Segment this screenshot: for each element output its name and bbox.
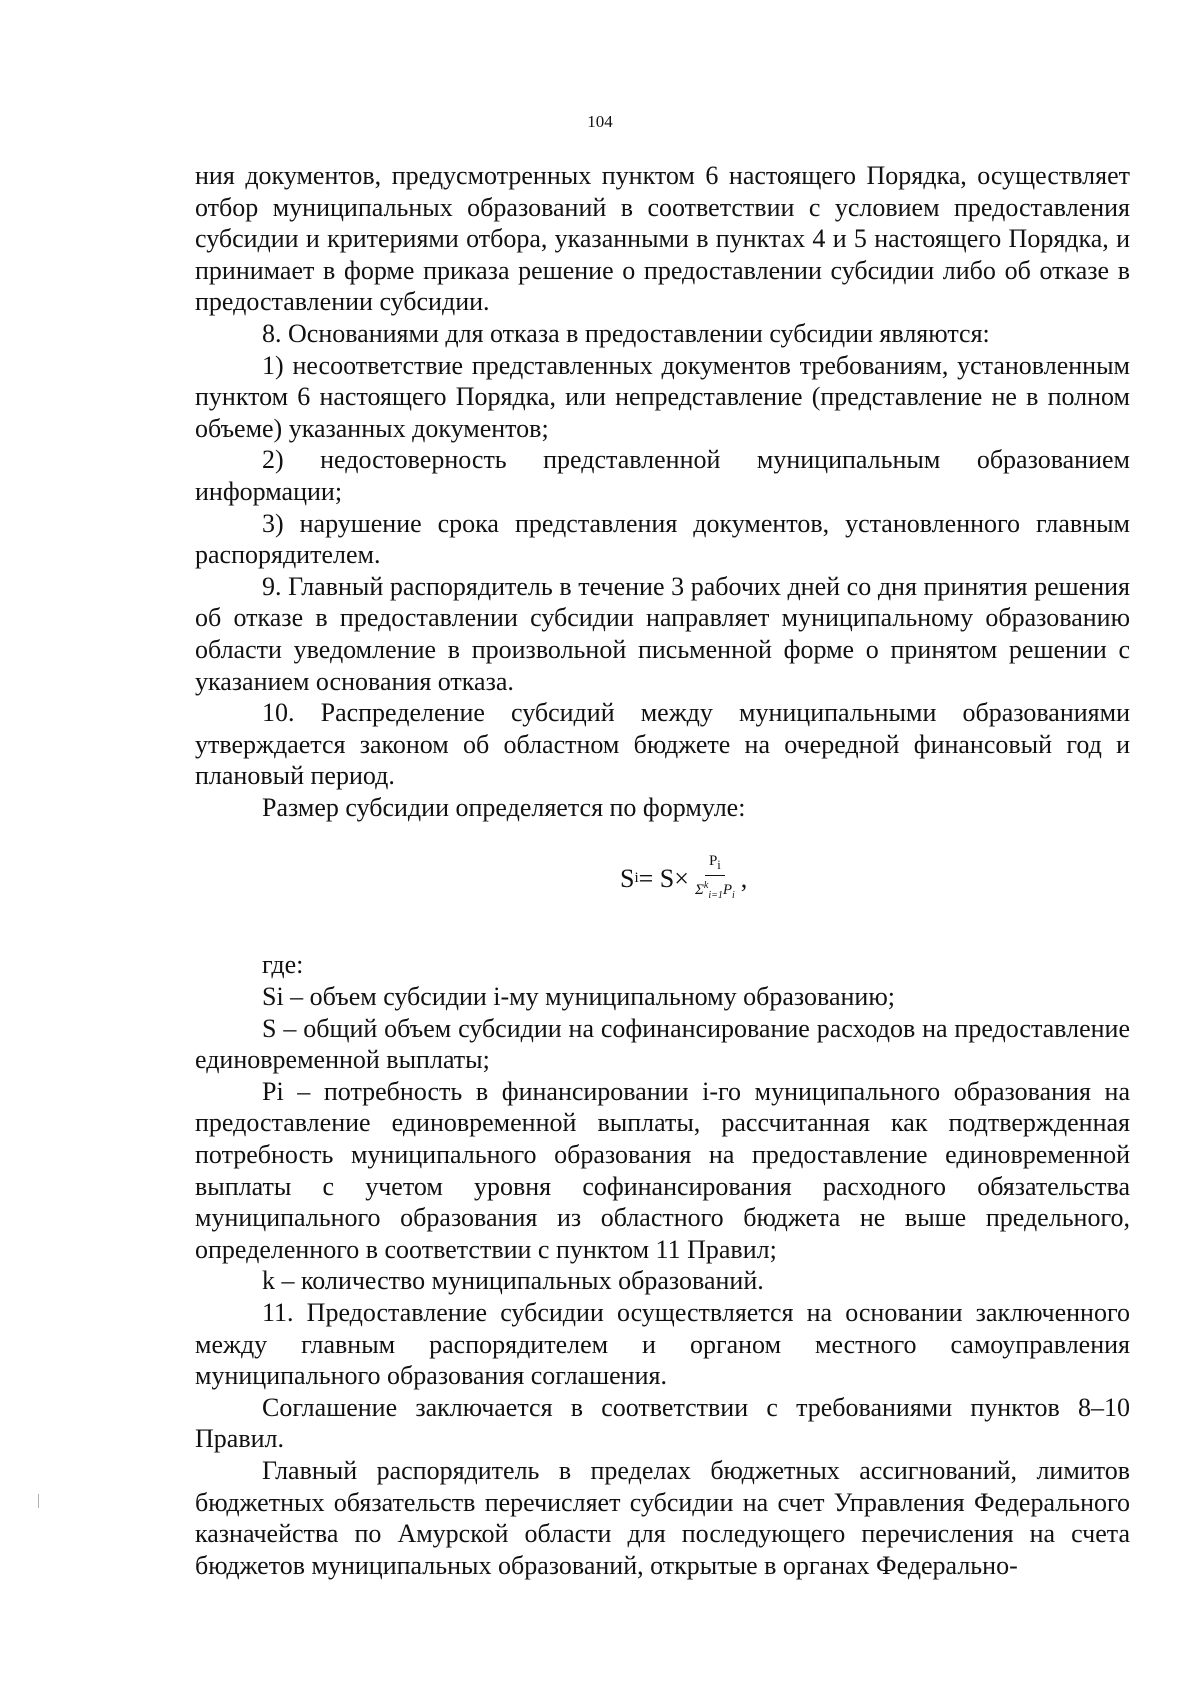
page-number: 104 <box>587 112 613 131</box>
formula-fraction <box>691 853 739 904</box>
formula-trailing-comma: , <box>740 864 748 894</box>
formula-lhs-subscript: i <box>634 870 639 887</box>
document-body <box>195 160 1130 1581</box>
paragraph: 3) нарушение срока представления документов, установленного главным распорядителем. <box>195 508 1130 570</box>
paragraph: Si – объем субсидии i-му муниципальному образованию; <box>262 982 895 1012</box>
paragraph: Pi – потребность в финансировании i-го муниципального образования на предоставление единовременной выплаты, рассчитанная как подтвержденная потребность муниципального образования на предоставление единовременной выплаты с учетом уровня софинансирования расходного обязательства муниципального образования из областного бюджета не выше предельного, определенного в соответствии с пунктом 11 Правил; <box>195 1076 1130 1264</box>
paragraph: 2) недостоверность представленной муниципальным образованием информации; <box>195 445 1130 506</box>
subsidy-formula <box>620 853 747 904</box>
paragraph: Главный распорядитель в пределах бюджетных ассигнований, лимитов бюджетных обязательств перечисляет субсидии на счет Управления Федерального казначейства по Амурской области для последующего перечисления на счета бюджетов муниципальных образований, открытые в органах Федерально- <box>195 1455 1130 1580</box>
paragraph: ния документов, предусмотренных пунктом 6 настоящего Порядка, осуществляет отбор муниципальных образований в соответствии с условием предоставления субсидии и критериями отбора, указанными в пунктах 4 и 5 настоящего Порядка, и принимает в форме приказа решение о предоставлении субсидии либо об отказе в предоставлении субсидии. <box>195 161 1130 317</box>
paragraph: k – количество муниципальных образований. <box>262 1266 764 1296</box>
formula-equals: = S× <box>638 864 689 894</box>
paragraph: Соглашение заключается в соответствии с требованиями пунктов 8–10 Правил. <box>195 1392 1130 1454</box>
paragraph: 1) несоответствие представленных документов требованиям, установленным пунктом 6 настоящего Порядка, или непредставление (представление не в полном объеме) указанных документов; <box>195 350 1130 443</box>
formula-block <box>195 823 1130 949</box>
formula-denominator: $\Sigma^k_{i=1}P_i$ <box>694 880 735 902</box>
paragraph: S – общий объем субсидии на софинансирование расходов на предоставление единовременной выплаты; <box>195 1013 1130 1075</box>
paragraph: 8. Основаниями для отказа в предоставлении субсидии являются: <box>262 318 990 348</box>
paragraph: где: <box>262 950 304 980</box>
paragraph: 10. Распределение субсидий между муниципальными образованиями утверждается законом об областном бюджете на очередной финансовый год и плановый период. <box>195 698 1130 791</box>
scan-margin-mark <box>38 1494 39 1508</box>
paragraph: Размер субсидии определяется по формуле: <box>262 792 746 822</box>
paragraphs-before-formula <box>195 160 1130 823</box>
paragraph: 11. Предоставление субсидии осуществляется на основании заключенного между главным распорядителем и органом местного самоуправления муниципального образования соглашения. <box>195 1298 1130 1391</box>
formula-lhs: S <box>620 864 635 894</box>
formula-numerator: $P_i$ <box>705 853 725 876</box>
paragraphs-after-formula <box>195 949 1130 1581</box>
paragraph: 9. Главный распорядитель в течение 3 рабочих дней со дня принятия решения об отказе в предоставлении субсидии направляет муниципальному образованию области уведомление в произвольной письменной форме о принятом решении с указанием основания отказа. <box>195 571 1130 696</box>
